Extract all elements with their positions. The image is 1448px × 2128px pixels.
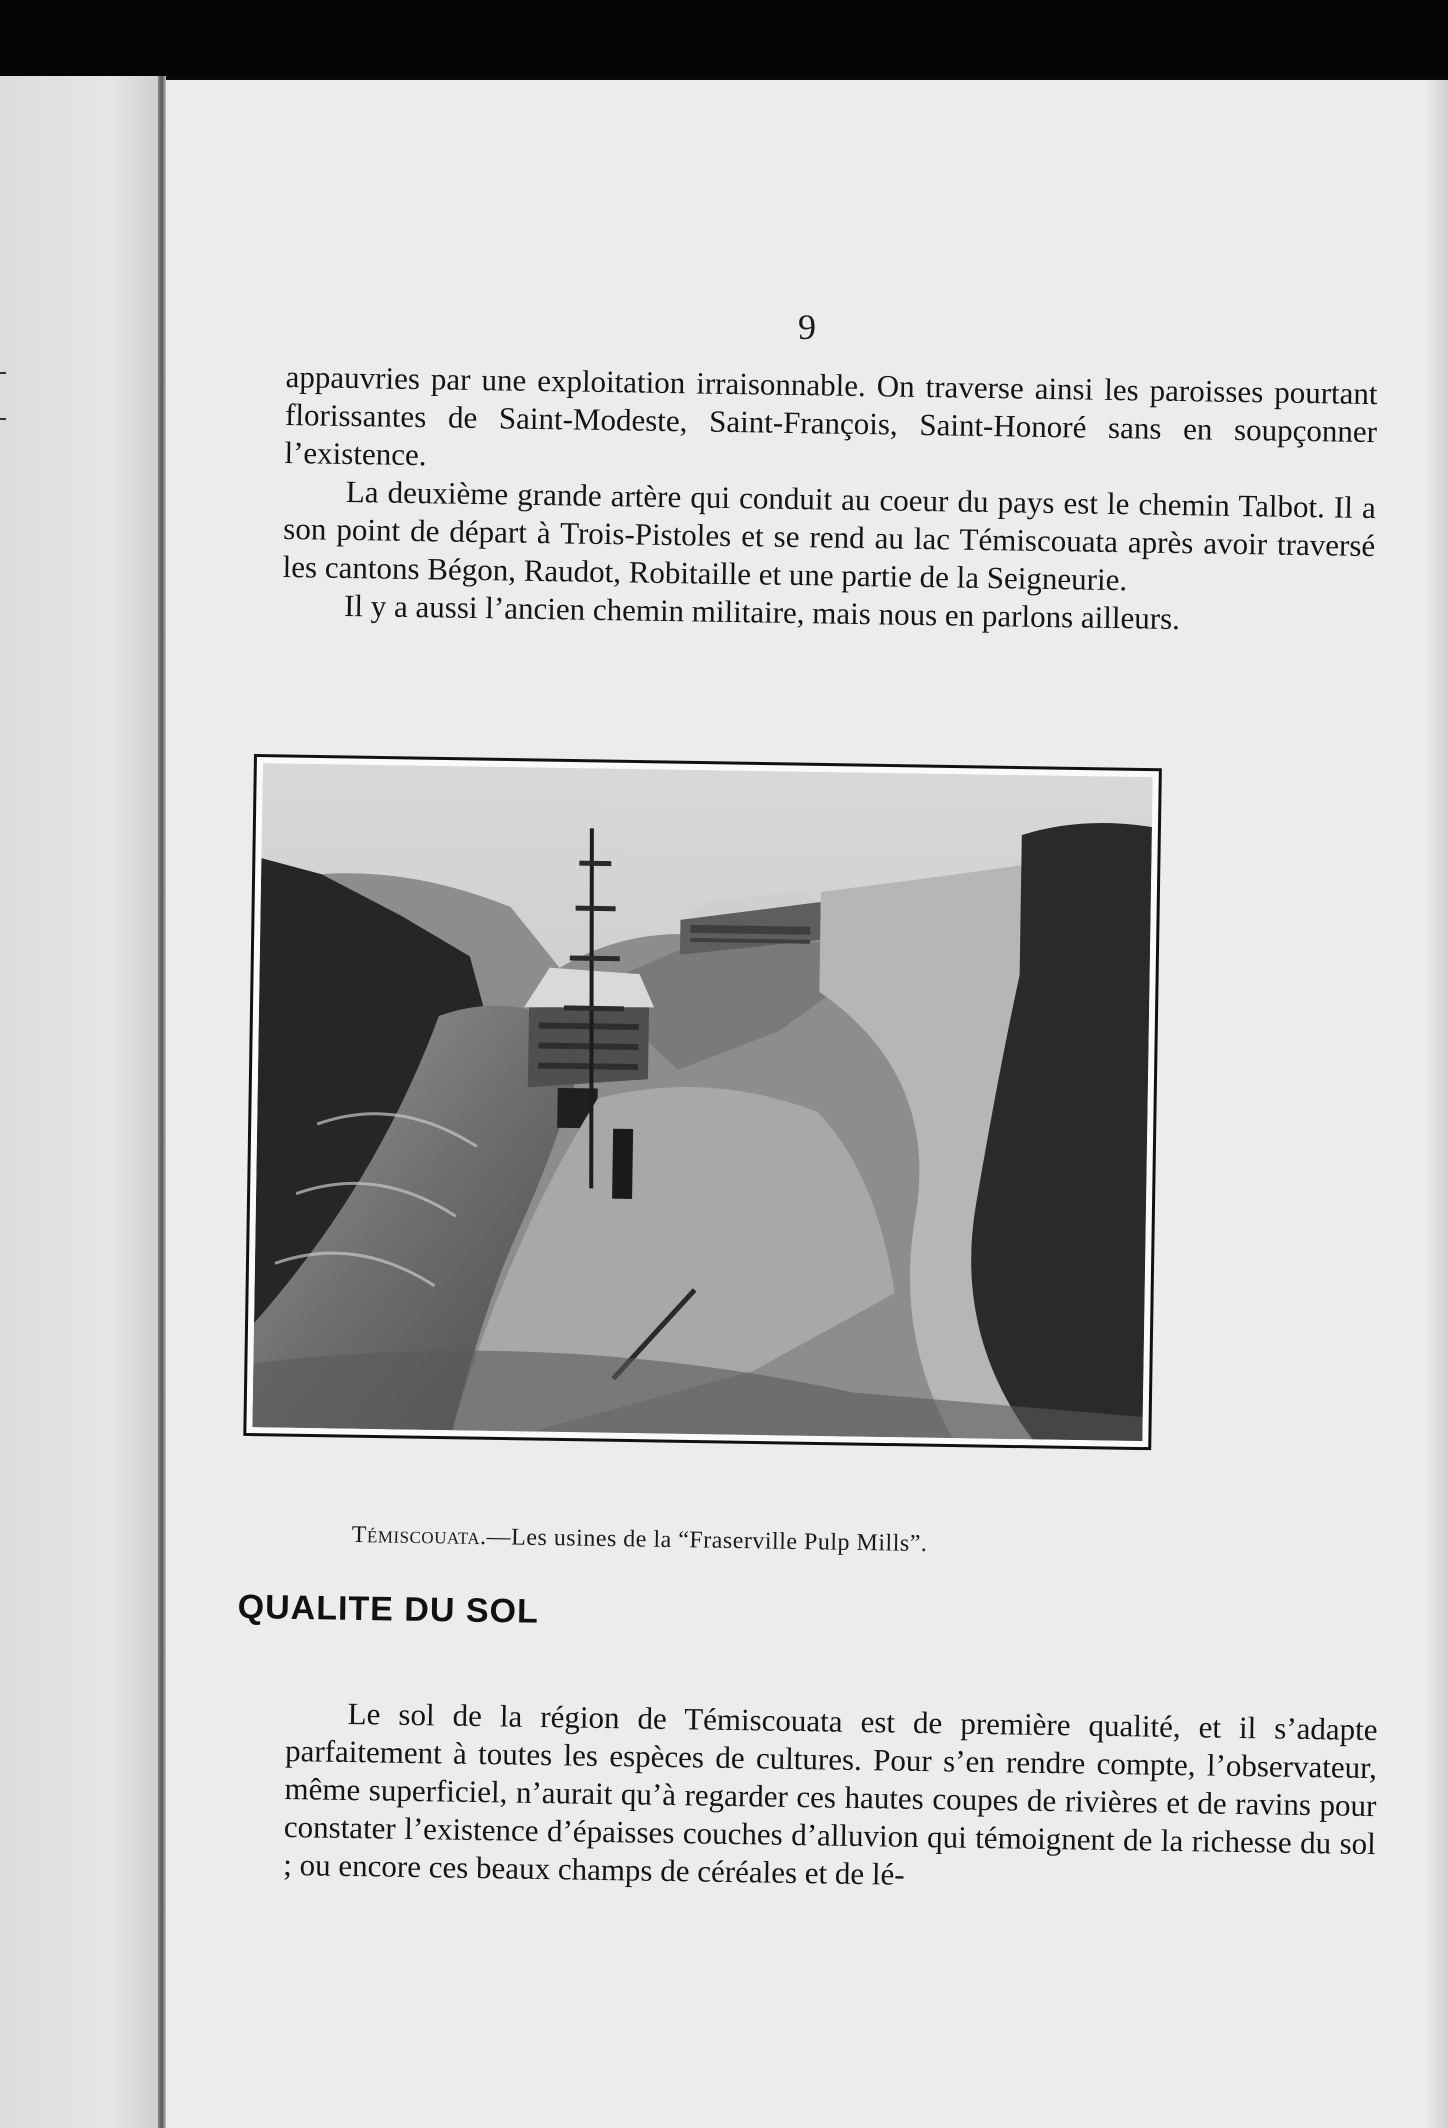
section-heading: QUALITE DU SOL (237, 1588, 540, 1631)
scan-mark (0, 418, 6, 420)
pulp-mill-photo (252, 763, 1152, 1441)
book-gutter (158, 76, 166, 2128)
page-number: 9 (798, 307, 816, 347)
paragraph: Il y a aussi l’ancien chemin militaire, mais nous en parlons ailleurs. (343, 587, 1181, 637)
scan-top-border (0, 0, 1448, 76)
caption-text: .—Les usines de la “Fraserville Pulp Mills”. (479, 1524, 928, 1558)
scan-mark (0, 372, 6, 374)
body-text-bottom (283, 1694, 1378, 1901)
page (166, 80, 1448, 2128)
body-text-top (282, 358, 1378, 641)
paragraph: La deuxième grande artère qui conduit au coeur du pays est le chemin Talbot. Il a son point de départ à Trois-Pistoles et se rend au lac Témiscouata après avoir traversé les cantons Bégon, Raudot, Robitaille et une partie de la Seigneurie. (282, 473, 1377, 598)
photograph (243, 754, 1162, 1450)
caption-place: Témiscouata (351, 1522, 481, 1551)
left-page-edge (0, 76, 158, 2128)
paragraph: Le sol de la région de Témiscouata est de première qualité, et il s’adapte parfaitement à toutes les espèces de cultures. Pour s’en rendre compte, l’observateur, même superficiel, n’aurait qu’à regarder ces hautes coupes de rivières et de ravins pour constater l’existence d’épaisses couches d’alluvion qui témoignent de la richesse du sol ; ou encore ces beaux champs de céréales et de lé- (283, 1695, 1378, 1892)
paragraph: appauvries par une exploitation irraisonnable. On traverse ainsi les paroisses pourtant florissantes de Saint-Modeste, Saint-François, Saint-Honoré sans en soupçonner l’existence. (284, 358, 1378, 473)
figure-caption (352, 1522, 1252, 1563)
